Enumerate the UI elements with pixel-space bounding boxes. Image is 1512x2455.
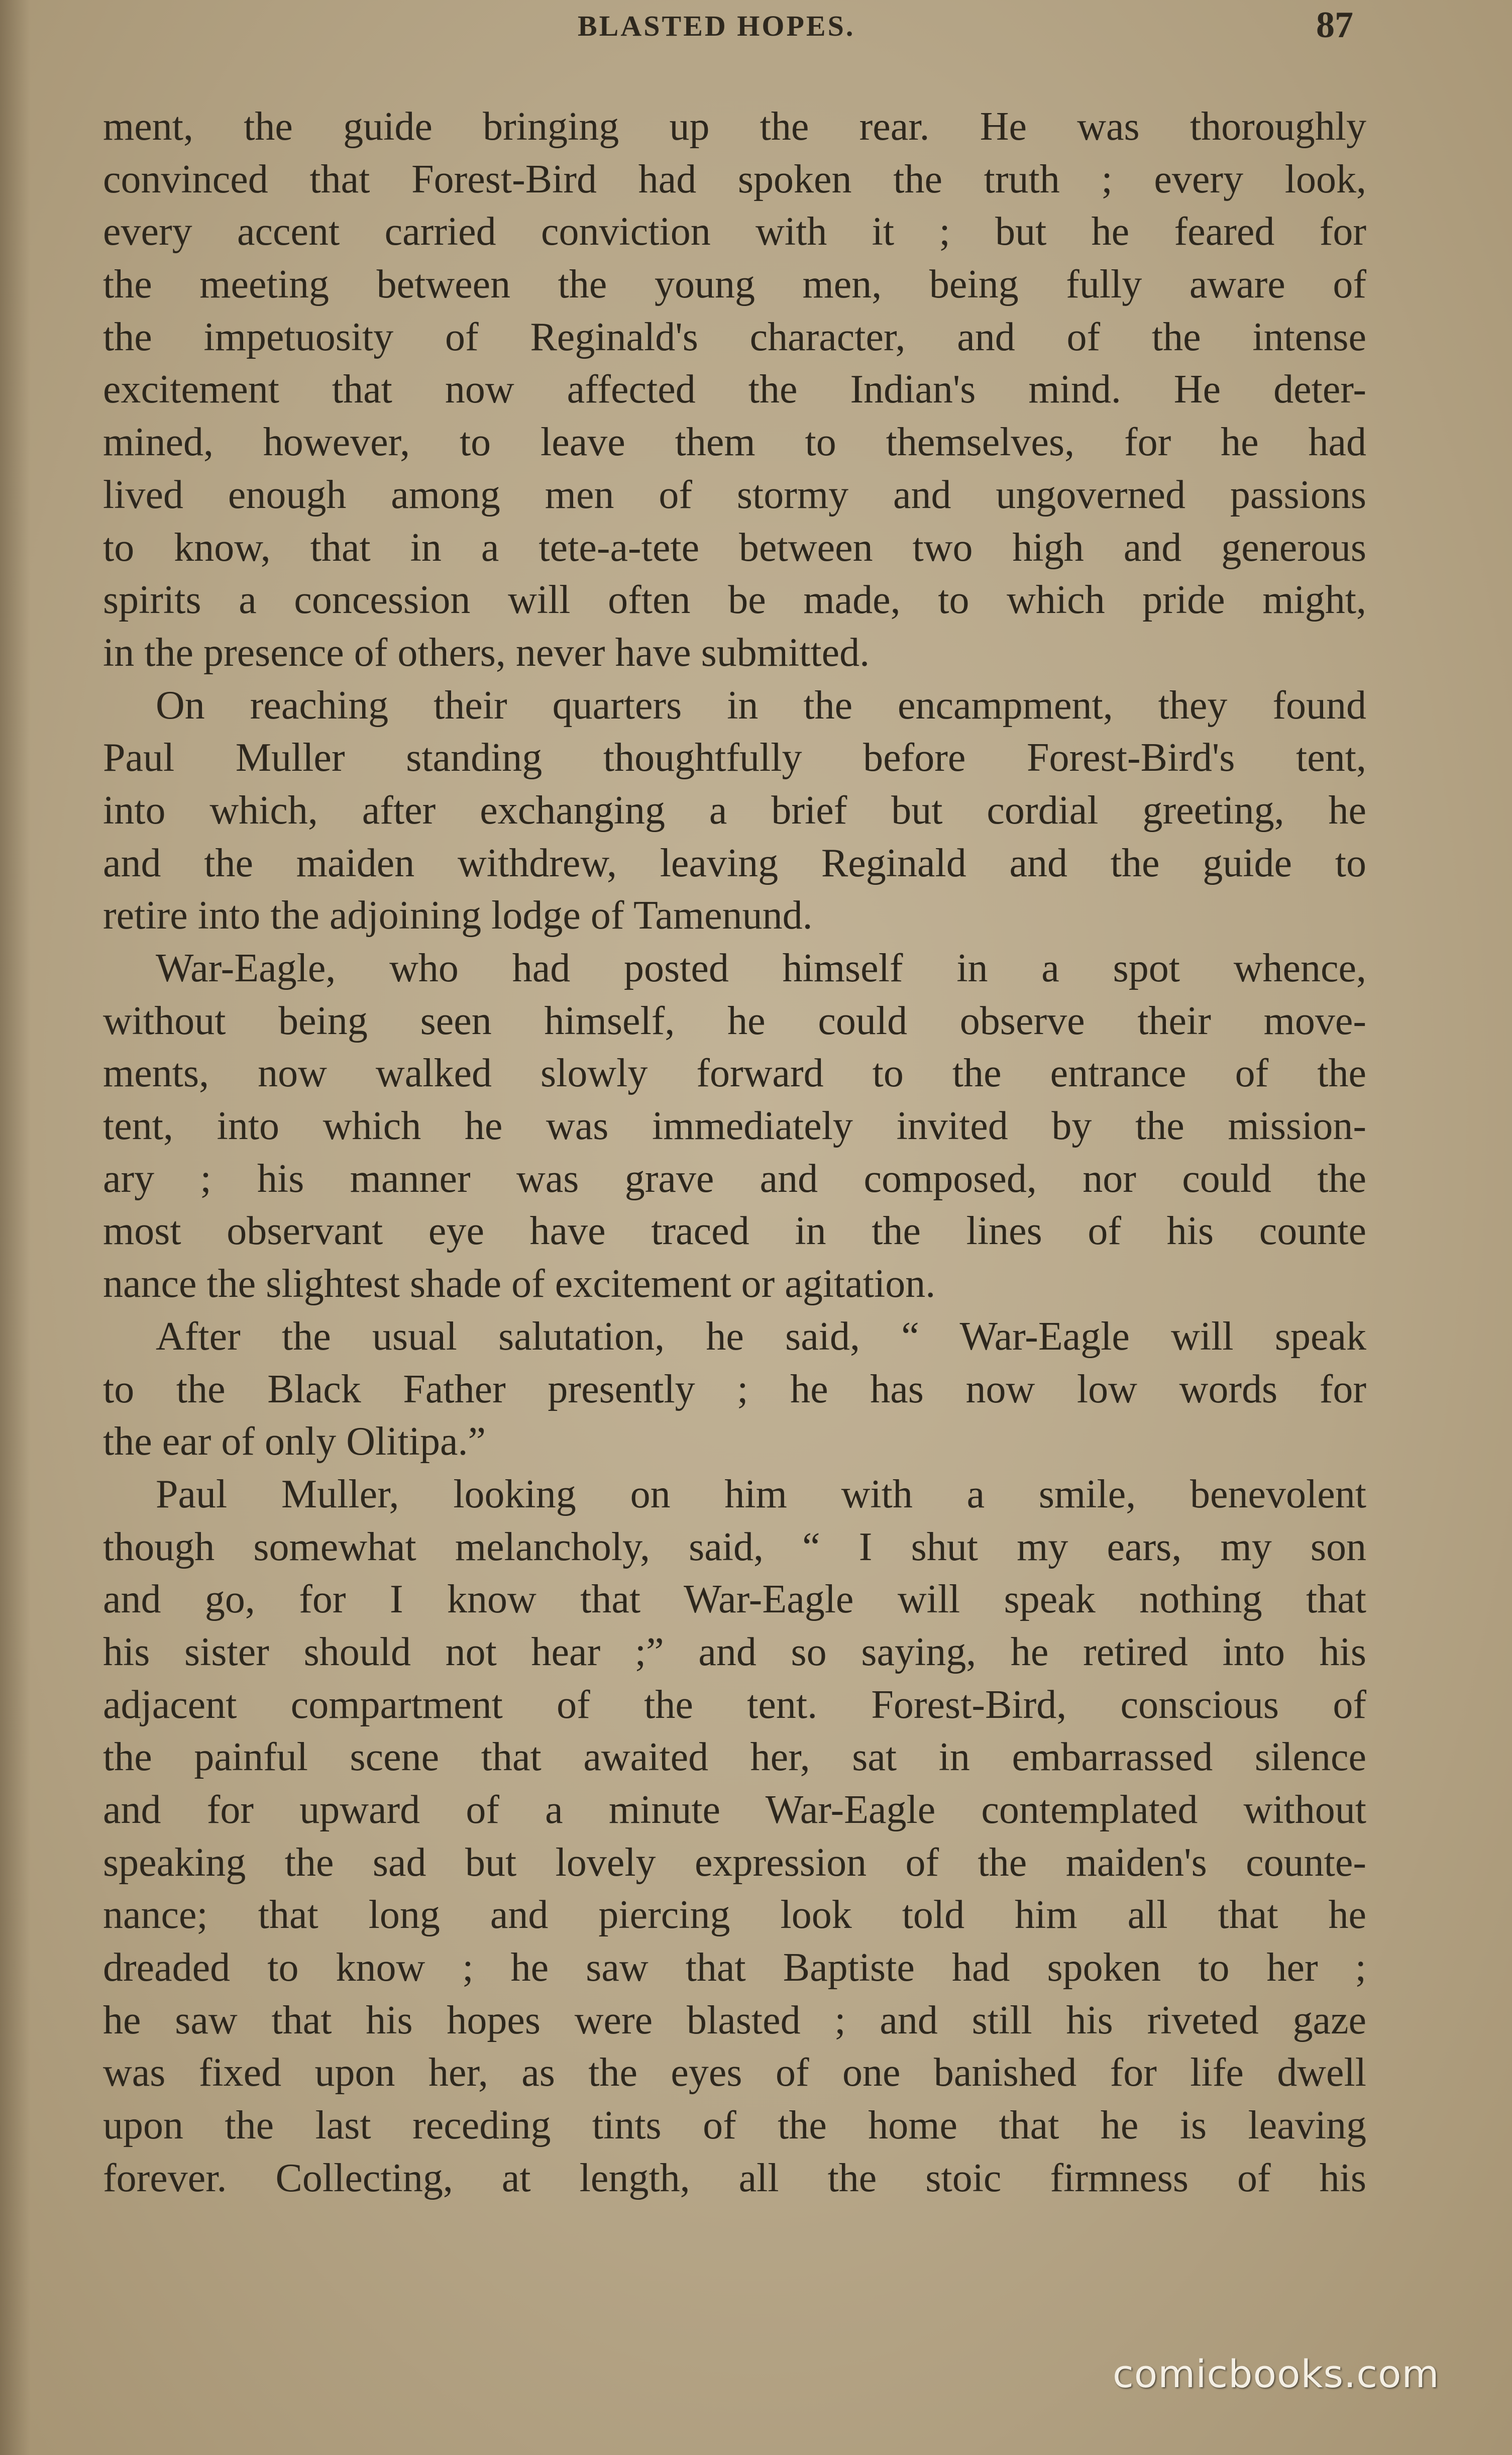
text-line: ary ; his manner was grave and composed, nor could the	[103, 1156, 1366, 1201]
text-line: and the maiden withdrew, leaving Reginald and the guide to	[103, 841, 1366, 885]
text-line: dreaded to know ; he saw that Baptiste had spoken to her ;	[103, 1946, 1366, 1990]
text-line: excitement that now affected the Indian's mind. He deter-	[103, 367, 1366, 412]
text-line: speaking the sad but lovely expression of the maiden's counte-	[103, 1840, 1366, 1885]
text-line: his sister should not hear ;” and so saying, he retired into his	[103, 1629, 1366, 1674]
text-line: upon the last receding tints of the home that he is leaving	[103, 2103, 1366, 2148]
text-line: most observant eye have traced in the lines of his counte	[103, 1209, 1366, 1254]
text-line: in the presence of others, never have submitted.	[103, 630, 870, 675]
text-line: the ear of only Olitipa.”	[103, 1419, 486, 1464]
text-line: adjacent compartment of the tent. Forest-Bird, conscious of	[103, 1682, 1366, 1727]
text-line: convinced that Forest-Bird had spoken the truth ; every look,	[103, 157, 1366, 201]
text-line: nance the slightest shade of excitement or agitation.	[103, 1262, 936, 1306]
paragraph-start-line: After the usual salutation, he said, “ War-Eagle will speak	[156, 1314, 1366, 1359]
text-line: was fixed upon her, as the eyes of one banished for life dwell	[103, 2051, 1366, 2095]
text-line: spirits a concession will often be made, to which pride might,	[103, 578, 1366, 623]
text-line: tent, into which he was immediately invited by the mission-	[103, 1104, 1366, 1149]
text-line: the meeting between the young men, being fully aware of	[103, 262, 1366, 307]
watermark: comicbooks.com	[1113, 2351, 1440, 2396]
text-line: every accent carried conviction with it ; but he feared for	[103, 210, 1366, 254]
text-line: and go, for I know that War-Eagle will speak nothing that	[103, 1577, 1366, 1622]
text-line: lived enough among men of stormy and ungoverned passions	[103, 472, 1366, 517]
text-line: ment, the guide bringing up the rear. He was thoroughly	[103, 105, 1366, 149]
paragraph-start-line: War-Eagle, who had posted himself in a spot whence,	[156, 946, 1366, 990]
text-line: and for upward of a minute War-Eagle contemplated without	[103, 1788, 1366, 1832]
text-line: ments, now walked slowly forward to the entrance of the	[103, 1051, 1366, 1096]
text-line: the painful scene that awaited her, sat in embarrassed silence	[103, 1735, 1366, 1780]
text-line: Paul Muller standing thoughtfully before Forest-Bird's tent,	[103, 736, 1366, 780]
page-number: 87	[1316, 5, 1353, 46]
text-line: nance; that long and piercing look told him all that he	[103, 1893, 1366, 1937]
paragraph-start-line: On reaching their quarters in the encampment, they found	[156, 683, 1366, 728]
text-line: into which, after exchanging a brief but cordial greeting, he	[103, 788, 1366, 833]
page-header	[0, 6, 1512, 46]
text-line: forever. Collecting, at length, all the stoic firmness of his	[103, 2156, 1366, 2200]
running-title: BLASTED HOPES.	[578, 10, 855, 42]
text-line: he saw that his hopes were blasted ; and still his riveted gaze	[103, 1998, 1366, 2042]
text-line: without being seen himself, he could observe their move-	[103, 998, 1366, 1043]
body-text	[103, 100, 1366, 2205]
text-line: to know, that in a tete-a-tete between two high and generous	[103, 525, 1366, 570]
text-line: mined, however, to leave them to themselves, for he had	[103, 420, 1366, 465]
text-line: the impetuosity of Reginald's character, and of the intense	[103, 315, 1366, 359]
binding-shadow	[0, 0, 30, 2455]
text-line: to the Black Father presently ; he has now low words for	[103, 1367, 1366, 1411]
text-line: though somewhat melancholy, said, “ I shut my ears, my son	[103, 1524, 1366, 1569]
paragraph-start-line: Paul Muller, looking on him with a smile, benevolent	[156, 1472, 1366, 1516]
text-line: retire into the adjoining lodge of Tamenund.	[103, 893, 813, 938]
